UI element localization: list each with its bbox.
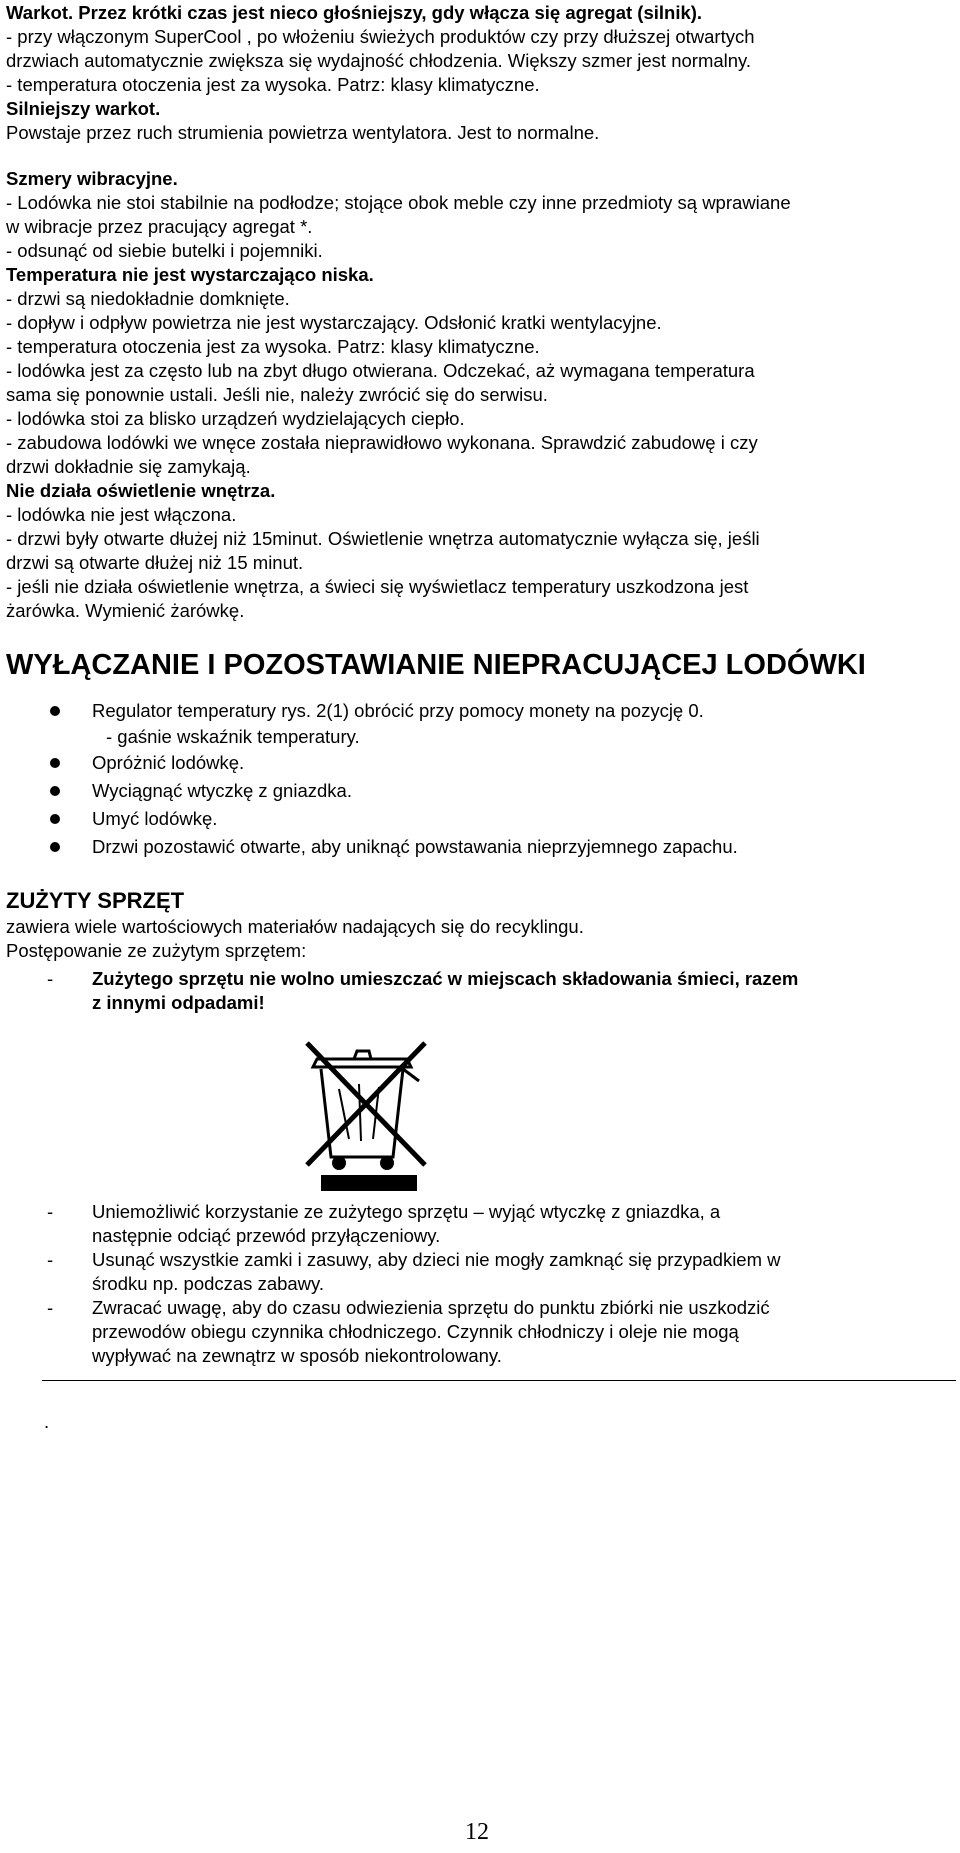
text-line: - dopływ i odpływ powietrza nie jest wystarczający. Odsłonić kratki wentylacyjne.: [6, 312, 662, 333]
dash-marker: -: [47, 1297, 54, 1318]
list-item: Drzwi pozostawić otwarte, aby uniknąć powstawania nieprzyjemnego zapachu.: [6, 833, 956, 861]
subheading: Silniejszy warkot.: [6, 98, 161, 119]
text-line: Powstaje przez ruch strumienia powietrza wentylatora. Jest to normalne.: [6, 122, 600, 143]
text-line: - temperatura otoczenia jest za wysoka. Patrz: klasy klimatyczne.: [6, 336, 540, 357]
text-line: - zabudowa lodówki we wnęce została nieprawidłowo wykonana. Sprawdzić zabudowę i czy: [6, 432, 758, 453]
text-line: - Lodówka nie stoi stabilnie na podłodze; stojące obok meble czy inne przedmioty są wprawiane: [6, 192, 791, 213]
text-line: - drzwi były otwarte dłużej niż 15minut. Oświetlenie wnętrza automatycznie wyłącza się, jeśli: [6, 528, 760, 549]
horizontal-rule: [42, 1380, 956, 1381]
bullet-icon: [50, 842, 60, 852]
bullet-icon: [50, 786, 60, 796]
dash-item: - Zużytego sprzętu nie wolno umieszczać w miejscach składowania śmieci, razem z innymi odpadami!: [47, 968, 799, 1013]
text-line: - jeśli nie działa oświetlenie wnętrza, a świeci się wyświetlacz temperatury uszkodzona jest: [6, 576, 749, 597]
text-line: - lodówka stoi za blisko urządzeń wydzielających ciepło.: [6, 408, 465, 429]
bullet-icon: [50, 758, 60, 768]
list-item: Umyć lodówkę.: [6, 805, 956, 833]
dash-marker: -: [47, 968, 54, 989]
spacer: [6, 145, 956, 167]
bullet-icon: [50, 706, 60, 716]
text-line: - drzwi są niedokładnie domknięte.: [6, 288, 290, 309]
bullet-icon: [50, 814, 60, 824]
shutdown-list: [6, 697, 956, 861]
spacer: [6, 623, 956, 647]
dash-item: - Usunąć wszystkie zamki i zasuwy, aby dzieci nie mogły zamknąć się przypadkiem w środku np. podczas zabawy.: [47, 1249, 781, 1294]
list-item: Regulator temperatury rys. 2(1) obrócić przy pomocy monety na pozycję 0.: [6, 697, 956, 725]
vibration-heading: Szmery wibracyjne.: [6, 168, 178, 189]
list-item: Opróżnić lodówkę.: [6, 749, 956, 777]
text-line: sama się ponownie ustali. Jeśli nie, należy zwrócić się do serwisu.: [6, 384, 548, 405]
dash-item: - Zwracać uwagę, aby do czasu odwiezienia sprzętu do punktu zbiórki nie uszkodzić przewodów obiegu czynnika chłodniczego. Czynnik chłodniczy i oleje nie mogą wypływać na zewnątrz w sposób niekontrolowany.: [47, 1297, 770, 1366]
text-line: drzwi są otwarte dłużej niż 15 minut.: [6, 552, 304, 573]
text-line: - lodówka jest za często lub na zbyt długo otwierana. Odczekać, aż wymagana temperatura: [6, 360, 755, 381]
crossed-out-wheelie-bin-icon: [299, 1029, 439, 1194]
text-line: drzwi dokładnie się zamykają.: [6, 456, 251, 477]
text-line: - lodówka nie jest włączona.: [6, 504, 237, 525]
dash-marker: -: [47, 1249, 54, 1270]
temperature-heading: Temperatura nie jest wystarczająco niska.: [6, 264, 374, 285]
dash-item: - Uniemożliwić korzystanie ze zużytego sprzętu – wyjąć wtyczkę z gniazdka, a następnie odciąć przewód przyłączeniowy.: [47, 1201, 721, 1246]
spacer: [6, 861, 956, 887]
list-item: Wyciągnąć wtyczkę z gniazdka.: [6, 777, 956, 805]
waste-section-title: ZUŻYTY SPRZĘT: [6, 888, 185, 913]
text-line: - odsunąć od siebie butelki i pojemniki.: [6, 240, 323, 261]
text-line: drzwiach automatycznie zwiększa się wydajność chłodzenia. Większy szmer jest normalny.: [6, 50, 752, 71]
trailing-dot: .: [44, 1411, 50, 1432]
list-item-subline: - gaśnie wskaźnik temperatury.: [106, 726, 360, 747]
dash-marker: -: [47, 1201, 54, 1222]
text-line: żarówka. Wymienić żarówkę.: [6, 600, 245, 621]
text-line: Postępowanie ze zużytym sprzętem:: [6, 940, 307, 961]
text-line: zawiera wiele wartościowych materiałów nadających się do recyklingu.: [6, 916, 584, 937]
shutdown-section-title: WYŁĄCZANIE I POZOSTAWIANIE NIEPRACUJĄCEJ LODÓWKI: [6, 649, 866, 681]
document-page: [6, 1, 956, 1368]
text-line: - temperatura otoczenia jest za wysoka. Patrz: klasy klimatyczne.: [6, 74, 540, 95]
light-heading: Nie działa oświetlenie wnętrza.: [6, 480, 276, 501]
page-number: 12: [465, 1819, 489, 1845]
text-line: w wibracje przez pracujący agregat *.: [6, 216, 313, 237]
text-line: - przy włączonym SuperCool , po włożeniu świeżych produktów czy przy dłuższej otwartych: [6, 26, 755, 47]
noise-heading: Warkot. Przez krótki czas jest nieco głośniejszy, gdy włącza się agregat (silnik).: [6, 2, 703, 23]
